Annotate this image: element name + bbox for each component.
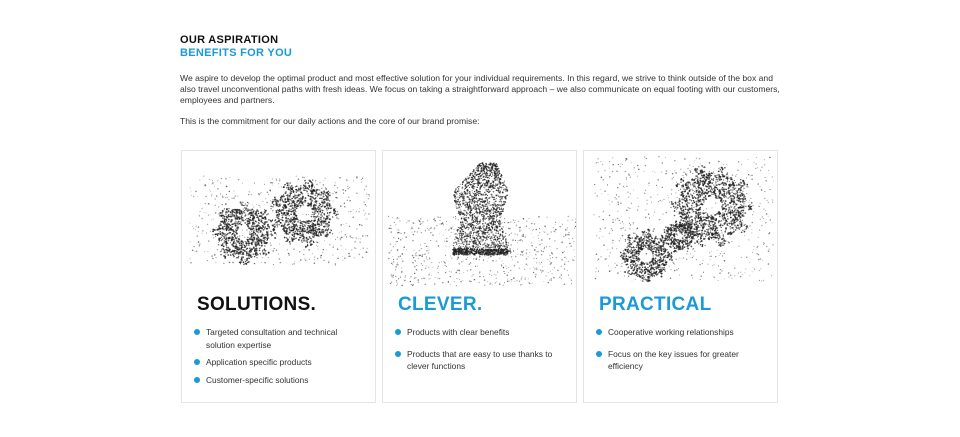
bullet-text: Focus on the key issues for greater efficiency (608, 348, 739, 372)
list-item (194, 374, 364, 387)
card-title: SOLUTIONS. (197, 294, 317, 315)
bullet-text: Products with clear benefits (407, 327, 510, 337)
chess-knight-icon (383, 151, 577, 291)
gears-pair-icon (182, 151, 376, 291)
bullet-text: Targeted consultation and technical solution expertise (206, 327, 338, 350)
aspiration-section (180, 34, 780, 127)
list-item (596, 326, 766, 339)
bullet-text: Products that are easy to use thanks to clever functions (407, 348, 553, 372)
card-clever (382, 150, 577, 403)
bullet-dot-icon (194, 329, 200, 335)
list-item (395, 348, 565, 373)
list-item (194, 356, 364, 369)
bullet-dot-icon (596, 351, 602, 357)
list-item (395, 326, 565, 339)
card-bullet-list (194, 326, 364, 391)
card-title: CLEVER. (398, 294, 483, 315)
bullet-dot-icon (194, 359, 200, 365)
bullet-dot-icon (596, 329, 602, 335)
card-title: PRACTICAL (599, 294, 712, 315)
bullet-dot-icon (194, 377, 200, 383)
section-subtitle: BENEFITS FOR YOU (180, 47, 293, 59)
commitment-paragraph: This is the commitment for our daily actions and the core of our brand promise: (180, 116, 480, 127)
list-item (194, 326, 364, 351)
section-title: OUR ASPIRATION (180, 34, 279, 46)
card-bullet-list (395, 326, 565, 378)
bullet-text: Customer-specific solutions (206, 374, 309, 385)
card-practical (583, 150, 778, 403)
card-solutions (181, 150, 376, 403)
card-bullet-list (596, 326, 766, 378)
gears-cluster-icon (584, 151, 778, 291)
intro-paragraph: We aspire to develop the optimal product and most effective solution for your individual requirements. In this regard, we strive to think outside of the box and also travel unconventional paths with fresh ideas. We focus on taking a straightforward approach – we also communicate on equal footing with our customers, employees and partners. (180, 73, 780, 105)
bullet-text: Application specific products (206, 357, 312, 368)
bullet-dot-icon (395, 351, 401, 357)
bullet-text: Cooperative working relationships (608, 327, 734, 337)
bullet-dot-icon (395, 329, 401, 335)
list-item (596, 348, 766, 373)
cards-row (181, 150, 779, 404)
